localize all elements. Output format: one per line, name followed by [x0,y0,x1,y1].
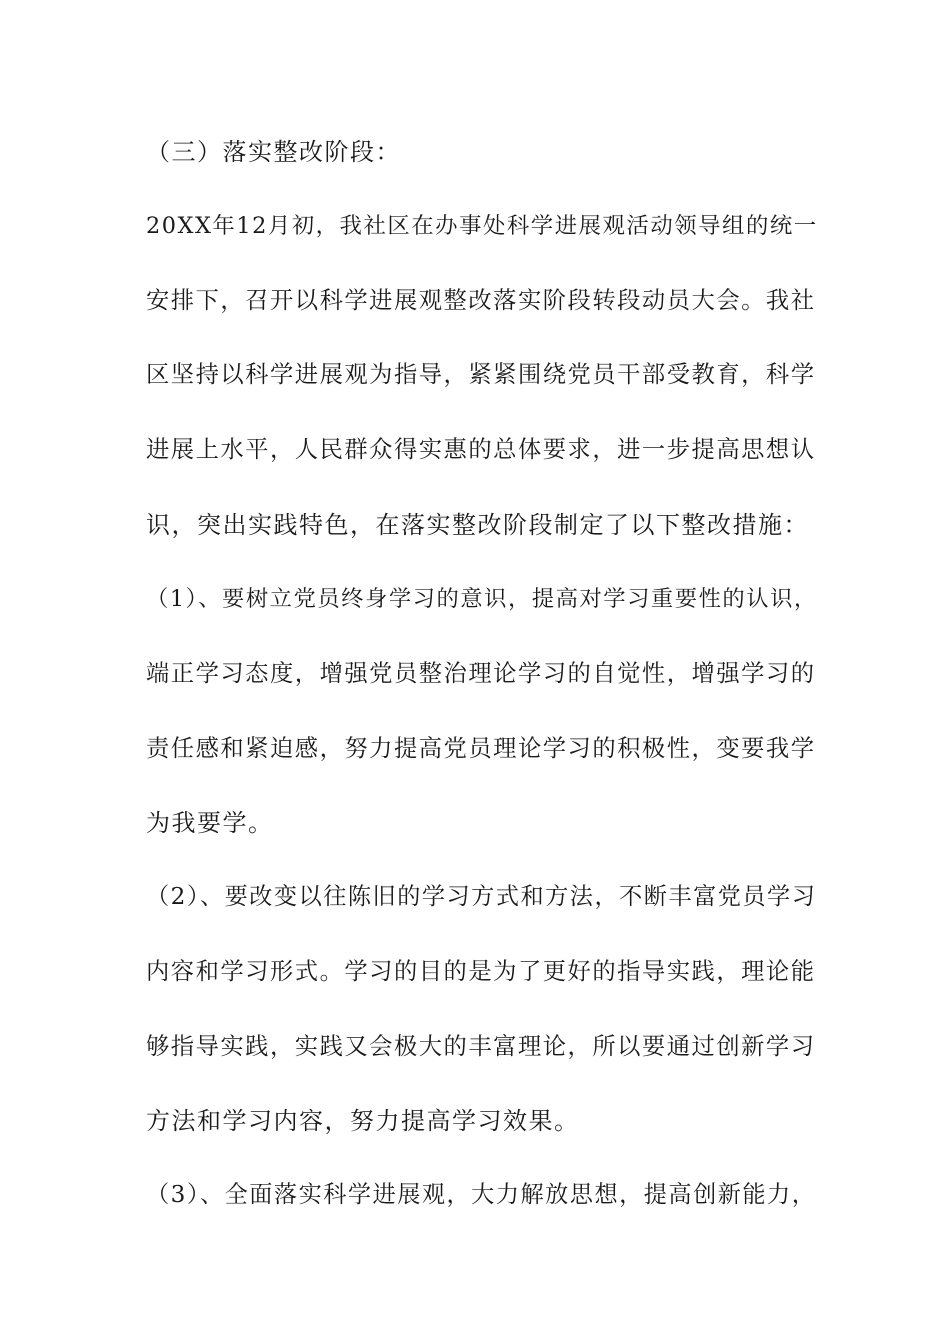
list-item-line: （3）、全面落实科学进展观，大力解放思想，提高创新能力， [146,1181,817,1208]
paragraph-line: 安排下，召开以科学进展观整改落实阶段转段动员大会。我社 [146,287,816,314]
list-item-line: （2）、要改变以往陈旧的学习方式和方法，不断丰富党员学习 [146,883,817,910]
section-heading: （三）落实整改阶段： [146,138,401,166]
list-item-line: 责任感和紧迫感，努力提高党员理论学习的积极性，变要我学 [146,735,816,762]
list-item-line: 内容和学习形式。学习的目的是为了更好的指导实践，理论能 [146,958,816,985]
list-item-line: 方法和学习内容，努力提高学习效果。 [146,1107,580,1135]
paragraph-line: 区坚持以科学进展观为指导，紧紧围绕党员干部受教育，科学 [146,361,816,388]
list-item-line: （1）、要树立党员终身学习的意识，提高对学习重要性的认识， [146,586,818,612]
paragraph-line: 20XX年12月初，我社区在办事处科学进展观活动领导组的统一 [146,213,818,239]
list-item-line: 够指导实践，实践又会极大的丰富理论，所以要通过创新学习 [146,1033,816,1060]
paragraph-line: 进展上水平，人民群众得实惠的总体要求，进一步提高思想认 [146,436,816,463]
paragraph-line: 识，突出实践特色，在落实整改阶段制定了以下整改措施： [146,511,809,539]
list-item-line: 端正学习态度，增强党员整治理论学习的自觉性，增强学习的 [146,660,816,687]
list-item-line: 为我要学。 [146,809,274,837]
